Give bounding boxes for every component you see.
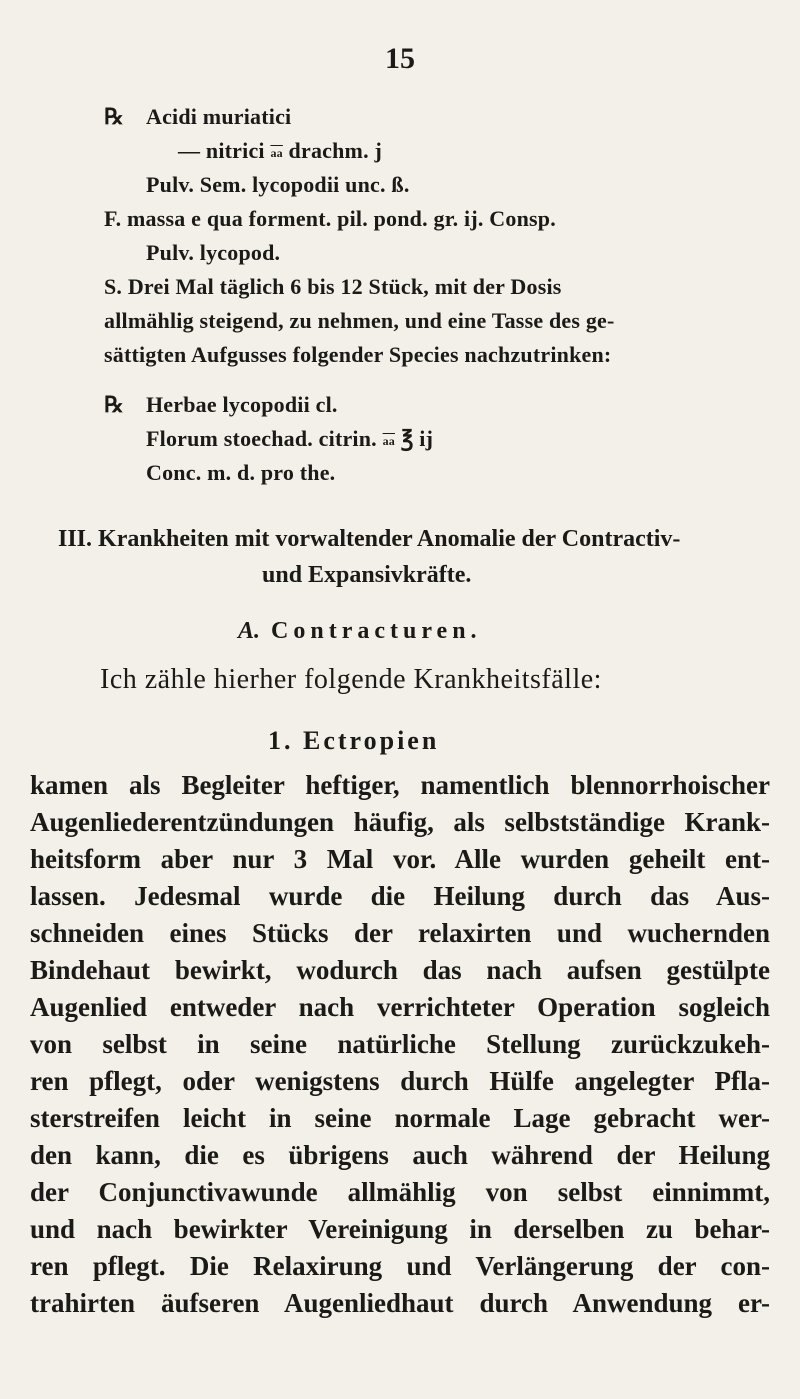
body-line: kamen als Begleiter heftiger, namentlich blennorrhoischer: [30, 770, 770, 800]
recipe-dose: ℥ ij: [400, 426, 434, 451]
recipe-symbol: ℞: [104, 392, 124, 417]
body-line: lassen. Jedesmal wurde die Heilung durch das Aus-: [30, 881, 770, 911]
body-line: ren pflegt. Die Relaxirung und Verlängerung der con-: [30, 1251, 770, 1281]
body-line: und nach bewirkter Vereinigung in derselben zu behar-: [30, 1214, 770, 1244]
body-line: Augenlied entweder nach verrichteter Operation sogleich: [30, 992, 770, 1022]
subsection-label: A.: [238, 618, 261, 644]
recipe-ingredient: — nitrici: [178, 138, 265, 163]
body-line: ren pflegt, oder wenigstens durch Hülfe angelegter Pfla-: [30, 1066, 770, 1096]
recipe-line: Acidi muriatici: [146, 104, 292, 129]
page-number: 15: [385, 42, 415, 75]
intro-sentence: Ich zähle hierher folgende Krankheitsfälle:: [100, 664, 602, 695]
body-line: heitsform aber nur 3 Mal vor. Alle wurden geheilt ent-: [30, 844, 770, 874]
body-line: von selbst in seine natürliche Stellung zurückzukeh-: [30, 1029, 770, 1059]
recipe-line: Conc. m. d. pro the.: [146, 460, 336, 485]
recipe-aa-mark: $\overline{aa}$: [270, 146, 283, 160]
body-line: sterstreifen leicht in seine normale Lage gebracht wer-: [30, 1103, 770, 1133]
recipe-ingredient: Florum stoechad. citrin.: [146, 426, 377, 451]
recipe-line: [146, 426, 433, 452]
recipe-aa-mark: $\overline{aa}$: [382, 434, 395, 448]
recipe-dose: drachm. j: [288, 138, 382, 163]
recipe-line: allmählig steigend, zu nehmen, und eine Tasse des ge-: [104, 308, 615, 333]
recipe-line: F. massa e qua forment. pil. pond. gr. ij. Consp.: [104, 206, 556, 231]
body-line: Bindehaut bewirkt, wodurch das nach aufsen gestülpte: [30, 955, 770, 985]
body-line: schneiden eines Stücks der relaxirten und wuchernden: [30, 918, 770, 948]
recipe-line: [178, 138, 382, 164]
subsection-heading: [238, 618, 482, 645]
section-heading-cont: und Expansivkräfte.: [262, 562, 472, 588]
recipe-line: sättigten Aufgusses folgender Species nachzutrinken:: [104, 342, 612, 367]
subsection-title: Contracturen.: [271, 618, 482, 644]
recipe-symbol: ℞: [104, 104, 124, 129]
item-heading: 1. Ectropien: [268, 726, 440, 755]
recipe-line: S. Drei Mal täglich 6 bis 12 Stück, mit der Dosis: [104, 274, 562, 299]
body-line: trahirten äufseren Augenliedhaut durch Anwendung er-: [30, 1288, 770, 1318]
recipe-line: Herbae lycopodii cl.: [146, 392, 338, 417]
recipe-line: Pulv. lycopod.: [146, 240, 281, 265]
recipe-line: Pulv. Sem. lycopodii unc. ß.: [146, 172, 410, 197]
section-heading: III. Krankheiten mit vorwaltender Anomalie der Contractiv-: [58, 526, 681, 552]
body-line: den kann, die es übrigens auch während der Heilung: [30, 1140, 770, 1170]
body-line: Augenliederentzündungen häufig, als selbstständige Krank-: [30, 807, 770, 837]
body-line: der Conjunctivawunde allmählig von selbst einnimmt,: [30, 1177, 770, 1207]
